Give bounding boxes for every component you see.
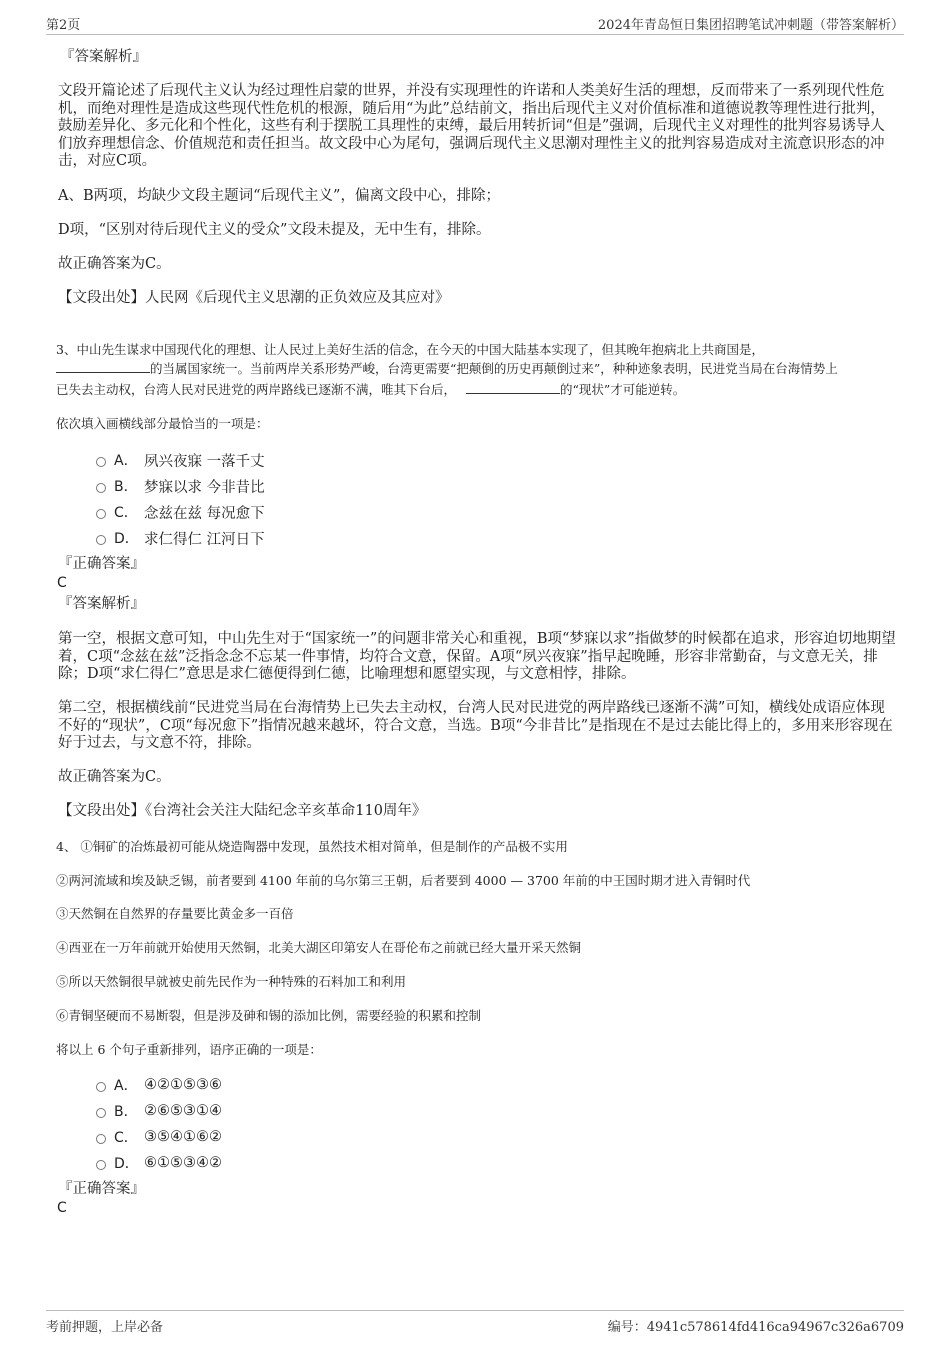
fill-blank xyxy=(466,381,560,394)
source-note: 【文段出处】人民网《后现代主义思潮的正负效应及其应对》 xyxy=(58,290,450,306)
fill-blank xyxy=(56,360,150,373)
radio-icon[interactable] xyxy=(96,1108,106,1118)
sentence-item: ④西亚在一万年前就开始使用天然铜，北美大湖区印第安人在哥伦布之前就已经大量开采天然铜 xyxy=(56,940,582,955)
page-number: 第2页 xyxy=(46,18,81,33)
correct-answer-heading: 『正确答案』 xyxy=(58,556,145,572)
option-c[interactable]: C． 念兹在兹 每况愈下 xyxy=(96,502,265,522)
analysis-paragraph: 第一空，根据文意可知，中山先生对于“国家统一”的问题非常关心和重视，B项“梦寐以求”指做梦的时候都在追求，形容迫切地期望着，C项“念兹在兹”泛指念念不忘某一件事情，均符合文意，保留。A项“夙兴夜寐”指早起晚睡，形容非常勤奋，与文意无关，排除；D项“求仁得仁”意思是求仁德便得到仁德，比喻理想和愿望实现，与文意相悖，排除。 xyxy=(58,631,896,682)
radio-icon[interactable] xyxy=(96,509,106,519)
analysis-paragraph: A、B两项，均缺少文段主题词“后现代主义”，偏离文段中心，排除； xyxy=(58,188,500,204)
correct-answer: C xyxy=(57,1200,67,1216)
page-footer xyxy=(46,1310,904,1337)
option-b[interactable]: B． ②⑥⑤③①④ xyxy=(96,1101,222,1121)
sentence-item: ③天然铜在自然界的存量要比黄金多一百倍 xyxy=(56,906,294,921)
question-stem-line: 已失去主动权，台湾人民对民进党的两岸路线已逐渐不满，唯其下台后， 的“现状”才可能逆转。 xyxy=(56,382,686,397)
sentence-item: ⑤所以天然铜很早就被史前先民作为一种特殊的石料加工和利用 xyxy=(56,974,407,989)
radio-icon[interactable] xyxy=(96,1082,106,1092)
radio-icon[interactable] xyxy=(96,1134,106,1144)
analysis-conclusion: 故正确答案为C。 xyxy=(58,256,171,272)
analysis-conclusion: 故正确答案为C。 xyxy=(58,769,171,785)
radio-icon[interactable] xyxy=(96,483,106,493)
footer-slogan: 考前押题，上岸必备 xyxy=(46,1320,164,1335)
question-instruction: 依次填入画横线部分最恰当的一项是： xyxy=(56,416,269,431)
sentence-item: 4、 ①铜矿的冶炼最初可能从烧造陶器中发现，虽然技术相对简单，但是制作的产品极不实用 xyxy=(56,839,568,854)
radio-icon[interactable] xyxy=(96,1160,106,1170)
radio-icon[interactable] xyxy=(96,535,106,545)
analysis-paragraph: D项，“区别对待后现代主义的受众”文段未提及，无中生有，排除。 xyxy=(58,222,491,238)
option-c[interactable]: C． ③⑤④①⑥② xyxy=(96,1127,222,1147)
option-a[interactable]: A． ④②①⑤③⑥ xyxy=(96,1075,222,1095)
sentence-item: ②两河流域和埃及缺乏锡，前者要到 4100 年前的乌尔第三王朝，后者要到 4000 — 3700 年前的中王国时期才进入青铜时代 xyxy=(56,873,751,888)
question-stem-line: 的当属国家统一。当前两岸关系形势严峻，台湾更需要“把颠倒的历史再颠倒过来”，种种迹象表明，民进党当局在台海情势上 xyxy=(56,360,896,377)
question-stem-line: 3、中山先生谋求中国现代化的理想、让人民过上美好生活的信念，在今天的中国大陆基本实现了，但其晚年抱病北上共商国是， xyxy=(56,342,764,357)
correct-answer: C xyxy=(57,575,67,591)
radio-icon[interactable] xyxy=(96,457,106,467)
analysis-paragraph: 第二空，根据横线前“民进党当局在台海情势上已失去主动权，台湾人民对民进党的两岸路线已逐渐不满”可知，横线处成语应体现不好的“现状”，C项“每况愈下”指情况越来越坏，符合文意，当选。B项“今非昔比”是指现在不是过去能比得上的，多用来形容现在好于过去，与文意不符，排除。 xyxy=(58,700,893,751)
option-b[interactable]: B． 梦寐以求 今非昔比 xyxy=(96,476,265,496)
option-d[interactable]: D． ⑥①⑤③④② xyxy=(96,1153,222,1173)
document-title: 2024年青岛恒日集团招聘笔试冲刺题（带答案解析） xyxy=(597,18,904,33)
option-a[interactable]: A． 夙兴夜寐 一落千丈 xyxy=(96,450,265,470)
sentence-item: ⑥青铜坚硬而不易断裂，但是涉及砷和锡的添加比例，需要经验的积累和控制 xyxy=(56,1008,482,1023)
correct-answer-heading: 『正确答案』 xyxy=(58,1181,145,1197)
analysis-heading: 『答案解析』 xyxy=(58,596,145,612)
analysis-heading: 『答案解析』 xyxy=(60,49,147,65)
page-header xyxy=(46,12,904,35)
document-id: 编号：4941c578614fd416ca94967c326a6709 xyxy=(607,1320,904,1335)
analysis-paragraph: 文段开篇论述了后现代主义认为经过理性启蒙的世界，并没有实现理性的许诺和人类美好生活的理想，反而带来了一系列现代性危机，而绝对理性是造成这些现代性危机的根源，随后用“为此”总结前文，指出后现代主义对价值标准和道德说教等理性进行批判，鼓励差异化、多元化和个性化，这些有利于摆脱工具理性的束缚，最后用转折词“但是”强调，后现代主义对理性的批判容易诱导人们放弃理想信念、价值规范和责任担当。故文段中心为尾句，强调后现代主义思潮对理性主义的批判容易造成对主流意识形态的冲击，对应C项。 xyxy=(58,83,885,169)
question-instruction: 将以上 6 个句子重新排列，语序正确的一项是： xyxy=(56,1042,322,1057)
option-d[interactable]: D． 求仁得仁 江河日下 xyxy=(96,528,265,548)
source-note: 【文段出处】《台湾社会关注大陆纪念辛亥革命110周年》 xyxy=(58,803,427,819)
